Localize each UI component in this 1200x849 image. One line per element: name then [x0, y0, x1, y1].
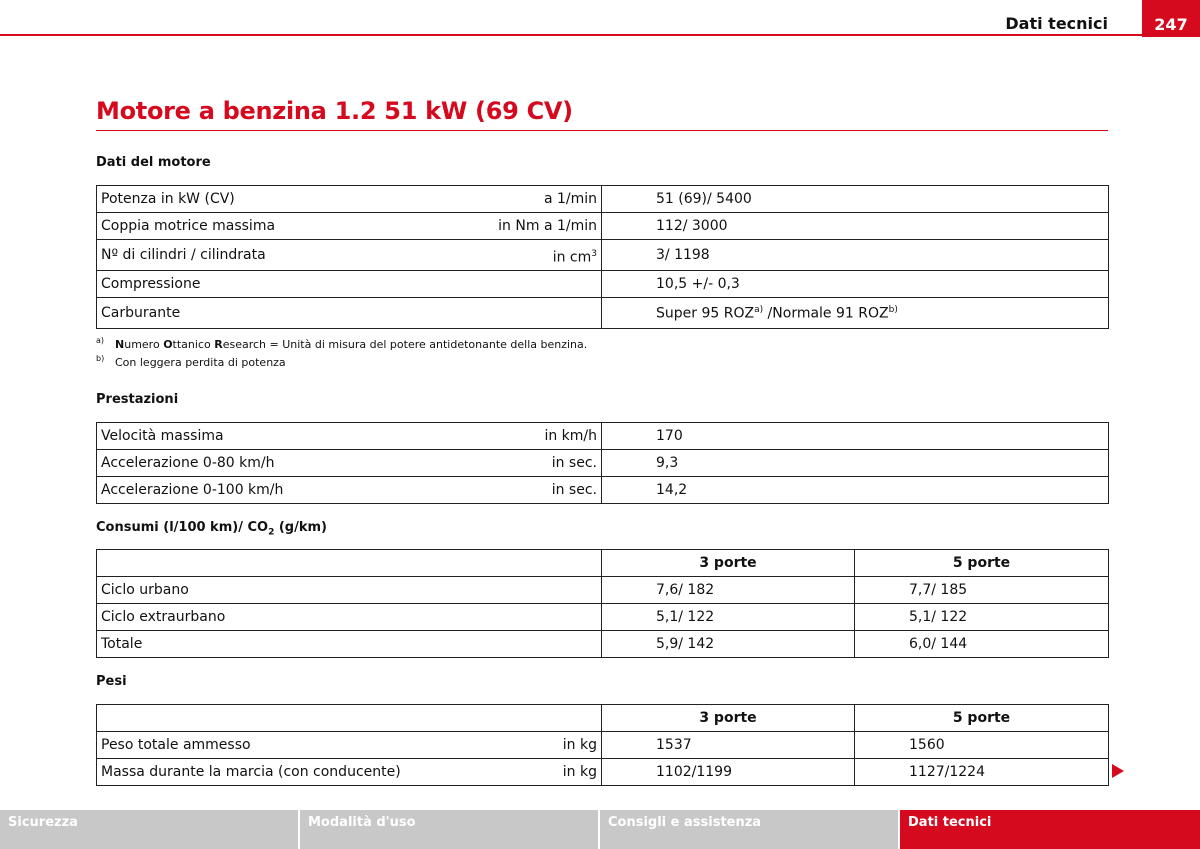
engine-table	[96, 185, 1109, 329]
row-unit	[475, 298, 602, 329]
table-row	[97, 477, 1109, 504]
weights-heading: Pesi	[96, 674, 127, 689]
row-label: Totale	[97, 631, 602, 658]
row-value: 51 (69)/ 5400	[602, 186, 1109, 213]
footer-nav	[0, 810, 1200, 849]
row-unit: in kg	[475, 759, 602, 786]
footnote-initial: N	[115, 338, 125, 351]
row-label: Nº di cilindri / cilindrata	[97, 240, 475, 271]
footnote-ref-a: a)	[754, 304, 764, 315]
page-title: Motore a benzina 1.2 51 kW (69 CV)	[96, 97, 573, 125]
row-label: Accelerazione 0-100 km/h	[97, 477, 475, 504]
table-row	[97, 271, 1109, 298]
performance-heading: Prestazioni	[96, 392, 179, 407]
fuel-primary: Super 95 ROZ	[656, 305, 755, 322]
title-rule	[96, 130, 1108, 131]
footnote-text: umero	[124, 338, 164, 351]
row-value-3-doors: 1537	[602, 732, 855, 759]
row-value: 3/ 1198	[602, 240, 1109, 271]
row-value-3-doors: 5,1/ 122	[602, 604, 855, 631]
row-unit: a 1/min	[475, 186, 602, 213]
row-label: Peso totale ammesso	[97, 732, 475, 759]
row-value: 14,2	[602, 477, 1109, 504]
table-row	[97, 577, 1109, 604]
unit-superscript: 3	[591, 249, 597, 260]
consumption-heading	[96, 520, 327, 538]
table-header-row	[97, 705, 1109, 732]
engine-heading: Dati del motore	[96, 155, 211, 170]
row-unit: in kg	[475, 732, 602, 759]
row-label: Compressione	[97, 271, 475, 298]
fuel-alternative: /Normale 91 ROZ	[763, 305, 889, 322]
header-empty-cell	[97, 550, 602, 577]
performance-table	[96, 422, 1109, 504]
row-label: Carburante	[97, 298, 475, 329]
footnote-initial: R	[214, 338, 223, 351]
row-value-3-doors: 5,9/ 142	[602, 631, 855, 658]
heading-subscript: 2	[268, 527, 275, 538]
column-header-3-doors: 3 porte	[602, 550, 855, 577]
row-label: Velocità massima	[97, 423, 475, 450]
page-number: 247	[1142, 0, 1200, 37]
column-header-5-doors: 5 porte	[855, 550, 1109, 577]
row-value: 170	[602, 423, 1109, 450]
table-row	[97, 450, 1109, 477]
table-header-row	[97, 550, 1109, 577]
row-label: Potenza in kW (CV)	[97, 186, 475, 213]
row-unit: in Nm a 1/min	[475, 213, 602, 240]
footnote-text: ttanico	[172, 338, 215, 351]
table-row	[97, 732, 1109, 759]
row-value: 10,5 +/- 0,3	[602, 271, 1109, 298]
row-label: Ciclo urbano	[97, 577, 602, 604]
arrow-right-icon[interactable]	[1112, 764, 1124, 778]
row-value: 9,3	[602, 450, 1109, 477]
table-row	[97, 240, 1109, 271]
row-label: Coppia motrice massima	[97, 213, 475, 240]
heading-text: Consumi (l/100 km)/ CO	[96, 520, 269, 535]
footnote-text: esearch = Unità di misura del potere antidetonante della benzina.	[222, 338, 588, 351]
table-row	[97, 213, 1109, 240]
row-unit: in km/h	[475, 423, 602, 450]
row-value: 112/ 3000	[602, 213, 1109, 240]
row-label: Accelerazione 0-80 km/h	[97, 450, 475, 477]
table-row	[97, 186, 1109, 213]
header-section-title: Dati tecnici	[1005, 14, 1108, 33]
footnote-ref-b: b)	[888, 304, 898, 315]
heading-text: (g/km)	[274, 520, 327, 535]
row-value-3-doors: 1102/1199	[602, 759, 855, 786]
header-rule	[0, 34, 1142, 36]
footnote-a	[96, 338, 587, 351]
footnote-marker: a)	[96, 336, 105, 345]
row-value-3-doors: 7,6/ 182	[602, 577, 855, 604]
row-unit	[475, 240, 602, 271]
header-empty-cell	[97, 705, 602, 732]
footnote-initial: O	[163, 338, 173, 351]
row-value	[602, 298, 1109, 329]
unit-text: in cm	[552, 250, 592, 266]
footer-tab-sicurezza[interactable]: Sicurezza	[0, 810, 298, 849]
footnote-text: Con leggera perdita di potenza	[115, 356, 286, 369]
row-value-5-doors: 1127/1224	[855, 759, 1109, 786]
table-row	[97, 631, 1109, 658]
column-header-3-doors: 3 porte	[602, 705, 855, 732]
row-label: Ciclo extraurbano	[97, 604, 602, 631]
footer-tab-modalita-uso[interactable]: Modalità d'uso	[300, 810, 598, 849]
row-value-5-doors: 6,0/ 144	[855, 631, 1109, 658]
row-unit: in sec.	[475, 477, 602, 504]
row-unit: in sec.	[475, 450, 602, 477]
table-row	[97, 759, 1109, 786]
row-unit	[475, 271, 602, 298]
footer-tab-dati-tecnici[interactable]: Dati tecnici	[900, 810, 1200, 849]
row-value-5-doors: 5,1/ 122	[855, 604, 1109, 631]
table-row	[97, 604, 1109, 631]
row-label: Massa durante la marcia (con conducente)	[97, 759, 475, 786]
footnote-marker: b)	[96, 354, 105, 363]
row-value-5-doors: 7,7/ 185	[855, 577, 1109, 604]
consumption-table	[96, 549, 1109, 658]
weights-table	[96, 704, 1109, 786]
footer-tab-consigli-assistenza[interactable]: Consigli e assistenza	[600, 810, 898, 849]
row-value-5-doors: 1560	[855, 732, 1109, 759]
table-row	[97, 423, 1109, 450]
column-header-5-doors: 5 porte	[855, 705, 1109, 732]
footnote-b	[96, 356, 286, 369]
table-row	[97, 298, 1109, 329]
